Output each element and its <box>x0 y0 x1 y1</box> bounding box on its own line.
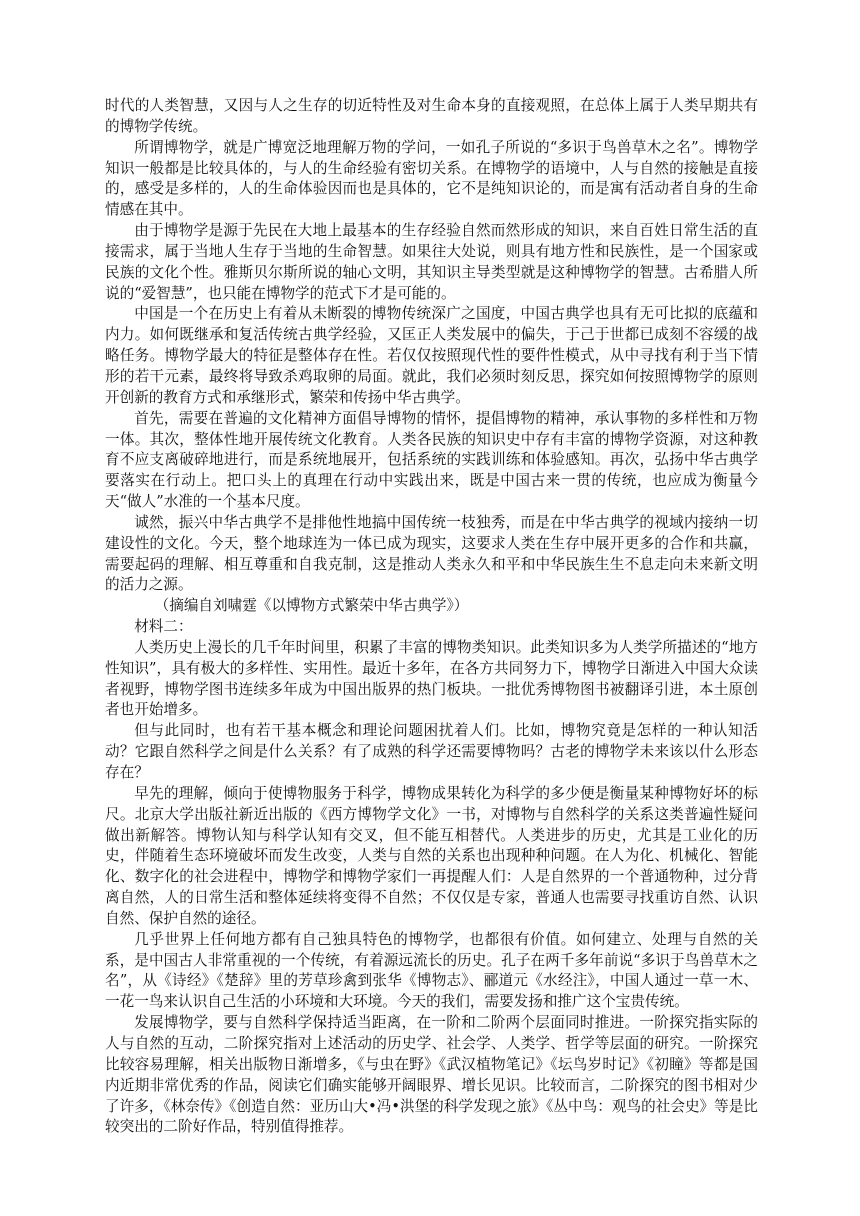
paragraph-world-tradition: 几乎世界上任何地方都有自己独具特色的博物学，也都很有价值。如何建立、处理与自然的关系，是中国古人非常重视的一个传统，有着源远流长的历史。孔子在两千多年前说“多识于鸟兽草木之名”，从《诗经》《楚辞》里的芳草珍禽到张华《博物志》、郦道元《水经注》，中国人通过一草一木、一花一鸟来认识自己生活的小环境和大环境。今天的我们，需要发扬和推广这个宝贵传统。 <box>105 930 758 1011</box>
paragraph-continuation: 时代的人类智慧，又因与人之生存的切近特性及对生命本身的直接观照，在总体上属于人类早期共有的博物学传统。 <box>105 97 758 135</box>
paragraph-china-tradition: 中国是一个在历史上有着从未断裂的博物传统深广之国度，中国古典学也具有无可比拟的底蕴和内力。如何既继承和复活传统古典学经验，又匡正人类发展中的偏失，于己于世都已成刻不容缓的战略任务。博物学最大的特征是整体存在性。若仅仅按照现代性的要件性模式，从中寻找有利于当下情形的若干元素，最终将导致杀鸡取卵的局面。就此，我们必须时刻反思，探究如何按照博物学的原则开创新的教育方式和承继形式，繁荣和传扬中华古典学。 <box>105 305 758 406</box>
material-two-label: 材料二： <box>134 618 193 636</box>
paragraph-measures: 首先，需要在普遍的文化精神方面倡导博物的情怀，提倡博物的精神，承认事物的多样性和万物一体。其次，整体性地开展传统文化教育。人类各民族的知识史中存有丰富的博物学资源，对这种教育不应支离破碎地进行，而是系统地展开，包括系统的实践训练和体验感知。再次，弘扬中华古典学要落实在行动上。把口头上的真理在行动中实践出来，既是中国古来一贯的传统，也应成为衡量今天“做人”水准的一个基本尺度。 <box>105 409 758 511</box>
paragraph-conclusion: 诚然，振兴中华古典学不是排他性地搞中国传统一枝独秀，而是在中华古典学的视域内接纳一切建设性的文化。今天，整个地球连为一体已成为现实，这要求人类在生存中展开更多的合作和共赢，需要起码的理解、相互尊重和自我克制，这是推动人类永久和平和中华民族生生不息走向未来新文明的活力之源。 <box>105 513 758 594</box>
paragraph-development: 发展博物学，要与自然科学保持适当距离，在一阶和二阶两个层面同时推进。一阶探究指实际的人与自然的互动，二阶探究指对上述活动的历史学、社会学、人类学、哲学等层面的研究。一阶探究比较容易理解，相关出版物日渐增多，《与虫在野》《武汉植物笔记》《坛鸟岁时记》《初瞳》等都是国内近期非常优秀的作品，阅读它们确实能够开阔眼界、增长见识。比较而言，二阶探究的图书相对少了许多，《林奈传》《创造自然：亚历山大•冯•洪堡的科学发现之旅》《丛中鸟：观鸟的社会史》等是比较突出的二阶好作品，特别值得推荐。 <box>105 1014 758 1136</box>
paragraph-science-relation: 早先的理解，倾向于使博物服务于科学，博物成果转化为科学的多少便是衡量某种博物好坏的标尺。北京大学出版社新近出版的《西方博物学文化》一书，对博物与自然科学的关系这类普遍性疑问做出新解答。博物认知与科学认知有交叉，但不能互相替代。人类进步的历史，尤其是工业化的历史，伴随着生态环境破坏而发生改变，人类与自然的关系也出现种种问题。在人为化、机械化、智能化、数字化的社会进程中，博物学和博物学家们一再提醒人们：人是自然界的一个普通物种，过分背离自然，人的日常生活和整体延续将变得不自然；不仅仅是专家，普通人也需要寻找重访自然、认识自然、保护自然的途径。 <box>105 784 758 927</box>
paragraph-definition: 所谓博物学，就是广博宽泛地理解万物的学问，一如孔子所说的“多识于鸟兽草木之名”。博物学知识一般都是比较具体的，与人的生命经验有密切关系。在博物学的语境中，人与自然的接触是直接的，感受是多样的，人的生命体验因而也是具体的，它不是纯知识论的，而是寓有活动者自身的生命情感在其中。 <box>105 138 758 219</box>
paragraph-history: 人类历史上漫长的几千年时间里，积累了丰富的博物类知识。此类知识多为人类学所描述的“地方性知识”，具有极大的多样性、实用性。最近十多年，在各方共同努力下，博物学日渐进入中国大众读者视野，博物学图书连续多年成为中国出版界的热门板块。一批优秀博物图书被翻译引进，本土原创者也开始增多。 <box>105 638 758 719</box>
paragraph-origin: 由于博物学是源于先民在大地上最基本的生存经验自然而然形成的知识，来自百姓日常生活的直接需求，属于当地人生存于当地的生命智慧。如果往大处说，则具有地方性和民族性，是一个国家或民族的文化个性。雅斯贝尔斯所说的轴心文明，其知识主导类型就是这种博物学的智慧。古希腊人所说的“爱智慧”，也只能在博物学的范式下才是可能的。 <box>105 222 758 302</box>
paragraph-questions: 但与此同时，也有若干基本概念和理论问题困扰着人们。比如，博物究竟是怎样的一种认知活动？它跟自然科学之间是什么关系？有了成熟的科学还需要博物吗？古老的博物学未来该以什么形态存在？ <box>105 722 758 781</box>
source-citation: （摘编自刘啸霆《以博物方式繁荣中华古典学》） <box>154 597 469 615</box>
document-page <box>105 96 758 1138</box>
